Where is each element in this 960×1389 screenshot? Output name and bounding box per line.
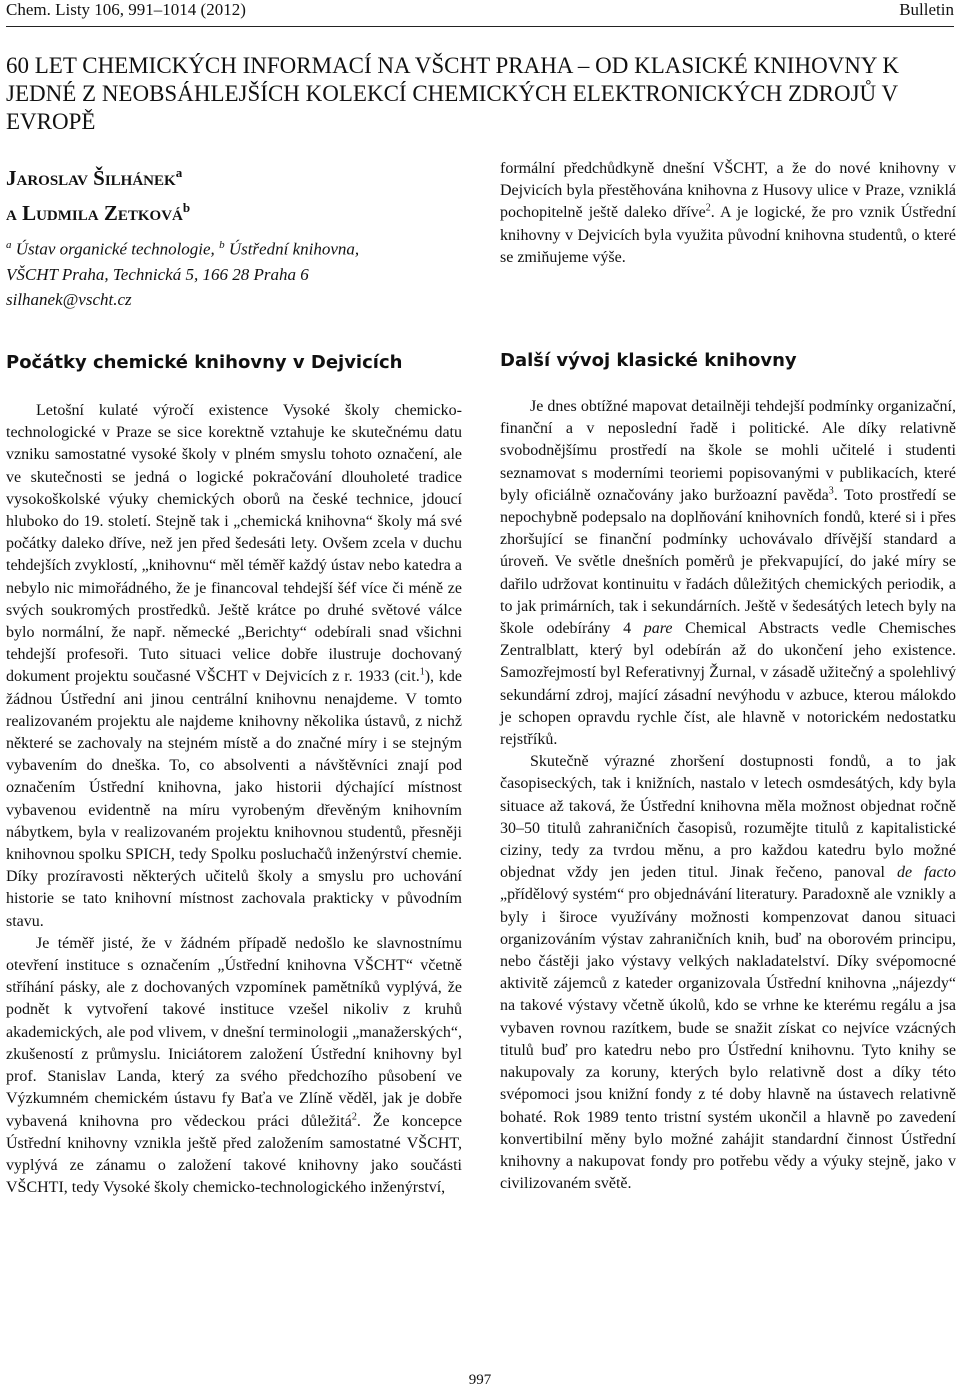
section-heading-origins: Počátky chemické knihovny v Dejvicích	[6, 352, 403, 373]
author-1: Jaroslav Šilhánek$^a$	[6, 165, 183, 190]
affiliation-address: VŠCHT Praha, Technická 5, 166 28 Praha 6	[6, 264, 309, 284]
author-2-affiliation-mark: b	[182, 200, 191, 215]
affiliations	[6, 233, 406, 312]
paragraph: formální předchůdkyně dnešní VŠCHT, a že do nové knihovny v Dejvicích byla přestěhována knihovna z Husovy ulice v Praze, vzniklá pochopitelně ještě daleko dříve$^2$. A je logické, že pro vznik Ústřední knihovny v Dejvicích byla využita původní knihovna studentů, o které se zmiňujeme výše.	[500, 160, 957, 266]
author-1-affiliation-mark: a	[175, 165, 183, 180]
author-list	[6, 158, 190, 228]
journal-citation: Chem. Listy 106, 991–1014 (2012)	[6, 0, 246, 19]
article-title: 60 LET CHEMICKÝCH INFORMACÍ NA VŠCHT PRAHA – OD KLASICKÉ KNIHOVNY K JEDNÉ Z NEOBSÁHLEJŠÍCH KOLEKCÍ CHEMICKÝCH ELEKTRONICKÝCH ZDROJŮ V EVROPĚ	[6, 53, 900, 134]
section-label: Bulletin	[899, 0, 954, 19]
paragraph: Letošní kulaté výročí existence Vysoké školy chemicko-technologické v Praze se sice korektně vztahuje ke skutečnému datu vzniku samostatné vysoké školy v plném smyslu tohoto označení, ale ve skutečnosti se jedná o logické pokračování dlouholeté tradice vysokoškolské výuky chemických oborů na české technice, jdoucí hluboko do 19. století. Stejně tak i „chemická knihovna“ školy má své počátky daleko dříve, než jen před šedesáti lety. Ovšem zcela v duchu tehdejších zvyklostí, „knihovnu“ měl téměř každý ústav nebo katedra a nebylo nic mimořádného, že je financoval tehdejší šéf více či méně ze svých soukromých prostředků. Ještě krátce po druhé světové válce bylo normální, že např. německé „Berichty“ odebírali snad všichni tehdejší profesoři. Tuto situaci velice dobře ilustruje dochovaný dokument projektu současné VŠCHT v Dejvicích z r. 1933 (cit.$^1$), kde žádnou Ústřední ani jinou centrální knihovnu nenajdeme. V tomto realizovaném projektu ale najdeme knihovny několika ústavů, z nichž některé se zachovaly na stejném místě a do značné míry i se stejným vybavením do dneška. To, co absolventi a návštěvníci znají pod označením Ústřední knihovna, jako historii dýchající místnost vybavenou evidentně na míru vyrobeným dřevěným knihovním nábytkem, byla v realizovaném projektu knihovnou studentů, přesněji knihovnou spolku SPICH, tedy Spolku posluchačů inženýrství chemie. Díky prozíravosti některých učitelů školy a smyslu pro uchování historie se tato knihovní místnost zachovala prakticky v původním stavu.	[6, 402, 462, 930]
paragraph: Je téměř jisté, že v žádném případě nedošlo ke slavnostnímu otevření instituce s označením „Ústřední knihovna VŠCHT“ včetně stříhání pásky, ale z dochovaných vzpomínek pamětníků vyplývá, že podnět k vytvoření takové instituce vzešel nikoliv z kruhů akademických, ale pod vlivem, v dnešní terminologii „manažerských“, zkušeností z průmyslu. Iniciátorem založení Ústřední knihovny byl prof. Stanislav Landa, který za svého předchozího působení ve Výzkumném chemickém ústavu fy Baťa ve Zlíně věděl, jak je dobře vybavená knihovna pro vědeckou práci důležitá$^2$. Že koncepce Ústřední knihovny vznikla ještě před založením samostatné VŠCHT, vyplývá ze zánamu o založení takové knihovny jako součásti VŠCHTI, tedy Vysoké školy chemicko-technologického inženýrství,	[6, 934, 462, 1197]
paragraph: Skutečně výrazné zhoršení dostupnosti fondů, a to jak časopiseckých, tak i knižních, nastalo v letech osmdesátých, kdy byla situace až taková, že Ústřední knihovna měla možnost objednat ročně 30–50 titulů zahraničních časopisů, rozumějte titulů z kapitalistické ciziny, tedy za tvrdou měnu, a pro každou katedru bylo možné objednat vždy jen jeden titul. Jinak řečeno, panoval de facto „přídělový systém“ pro objednávání literatury. Paradoxně ale vznikly a byly i široce využívány možnosti kompenzovat danou situaci organizováním výstav zahraničních knih, buď na oborovém principu, nebo částěji jako výstavy velkých nakladatelství. Díky svépomocné aktivitě zájemců z kateder organizovala Ústřední knihovna „nájezdy“ na takové výstavy včetně úkolů, kdo se vrhne ke kterému regálu a jsa vybaven rovnou razítkem, bude se snažit získat co nejvíce vzácných titulů buď pro katedru nebo pro Ústřední knihovnu. Tyto knihy se nakupovaly za koruny, kterých bylo relativně dost a díky této svépomoci jsou knižní fondy z té doby hlavně na ústavech relativně bohaté. Rok 1989 tento tristní systém ukončil a hlavně po zavedení konvertibilní měny bylo možné zahájit standardní činnost Ústřední knihovny a nakupovat fondy pro potřebu vědy a výuky stejně, jako v civilizovaném světě.	[500, 753, 956, 1193]
author-email[interactable]: silhanek@vscht.cz	[6, 289, 132, 309]
affiliation-line-1: $^a$ Ústav organické technologie, $^b$ Ústřední knihovna,	[6, 239, 360, 259]
author-2: a Ludmila Zetková$^b$	[6, 200, 191, 225]
page-number: 997	[468, 1372, 492, 1388]
journal-header	[6, 0, 954, 27]
section-heading-development: Další vývoj klasické knihovny	[500, 350, 797, 371]
right-column-body	[500, 396, 956, 1195]
right-intro-text	[500, 158, 956, 269]
left-column-body	[6, 400, 462, 1199]
paragraph: Je dnes obtížné mapovat detailněji tehdejší podmínky organizační, finanční a v neposlední řadě i politické. Ale díky relativně svobodnějšímu prostředí na škole se mohli učitelé i studenti seznamovat s moderními teoriemi popisovanými v publikacích, které byly oficiálně označovány jako buržoazní pavěda$^3$. Toto prostředí se nepochybně podepsalo na doplňování knihovních fondů, které si i přes zhoršující se finanční podmínky uchovávalo dřívější standard a úroveň. Ve světle dnešních poměrů je překvapující, do jaké míry se dařilo udržovat kontinuitu v řadách důležitých chemických periodik, a to jak primárních, tak i sekundárních. Ještě v šedesátých letech byly na škole odebírány 4 pare Chemical Abstracts vedle Chemisches Zentralblatt, který byl odebírán až do ukončení jeho existence. Samozřejmostí byl Referativnyj Žurnal, v zásadě užitečný a spolehlivý sekundární zdroj, mající zásadní nevýhodu v azbuce, kterou málokdo je schopen opravdu rychle číst, ale hlavně v notorickém nedostatku rejstříků.	[500, 398, 957, 749]
